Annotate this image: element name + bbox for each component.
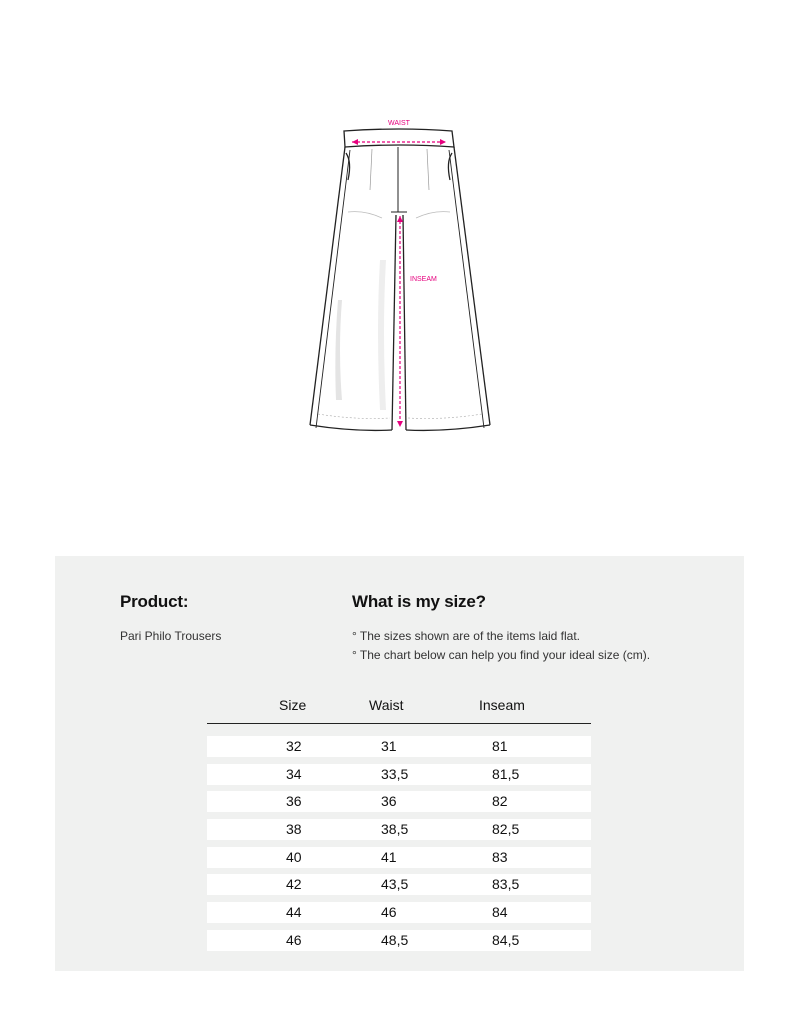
table-row <box>207 819 591 840</box>
right-outer-seam <box>454 147 490 425</box>
column-header-size: Size <box>279 697 307 713</box>
cell-inseam: 81 <box>492 738 508 754</box>
cell-size: 34 <box>286 765 302 782</box>
inseam-label: INSEAM <box>410 276 437 283</box>
right-hem <box>406 425 490 430</box>
size-table-body <box>207 736 591 958</box>
cell-waist: 46 <box>381 904 397 921</box>
cell-size: 32 <box>286 738 302 754</box>
size-note-laid-flat: ° The sizes shown are of the items laid flat. <box>352 629 581 643</box>
size-heading: What is my size? <box>352 592 486 611</box>
size-table-header <box>207 697 591 724</box>
column-header-waist: Waist <box>369 697 404 713</box>
cell-waist: 36 <box>381 793 397 810</box>
cell-inseam: 83 <box>492 848 508 865</box>
table-row <box>207 847 591 868</box>
cell-inseam: 82,5 <box>492 821 520 838</box>
table-row <box>207 736 591 757</box>
size-note-chart: ° The chart below can help you find your ideal size (cm). <box>352 648 651 662</box>
product-heading: Product: <box>120 592 189 611</box>
product-name: Pari Philo Trousers <box>120 629 222 643</box>
table-row <box>207 791 591 812</box>
waistband-shape <box>344 129 454 147</box>
table-row <box>207 764 591 785</box>
left-hem <box>310 425 392 430</box>
cell-inseam: 84,5 <box>492 931 520 948</box>
cell-size: 40 <box>286 848 302 865</box>
cell-inseam: 84 <box>492 904 508 921</box>
right-inner-seam <box>403 215 406 430</box>
cell-size: 36 <box>286 793 302 810</box>
cell-waist: 41 <box>381 848 397 865</box>
left-inner-seam <box>392 215 396 430</box>
table-row <box>207 930 591 951</box>
cell-size: 42 <box>286 876 302 893</box>
waist-label: WAIST <box>388 120 410 127</box>
cell-waist: 31 <box>381 738 397 754</box>
cell-waist: 48,5 <box>381 931 409 948</box>
cell-inseam: 81,5 <box>492 765 520 782</box>
cell-waist: 43,5 <box>381 876 409 893</box>
cell-inseam: 82 <box>492 793 508 810</box>
cell-inseam: 83,5 <box>492 876 520 893</box>
cell-size: 38 <box>286 821 302 838</box>
table-row <box>207 902 591 923</box>
column-header-inseam: Inseam <box>479 697 525 713</box>
cell-size: 46 <box>286 931 302 948</box>
cell-size: 44 <box>286 904 302 921</box>
table-row <box>207 874 591 895</box>
cell-waist: 38,5 <box>381 821 409 838</box>
cell-waist: 33,5 <box>381 765 409 782</box>
